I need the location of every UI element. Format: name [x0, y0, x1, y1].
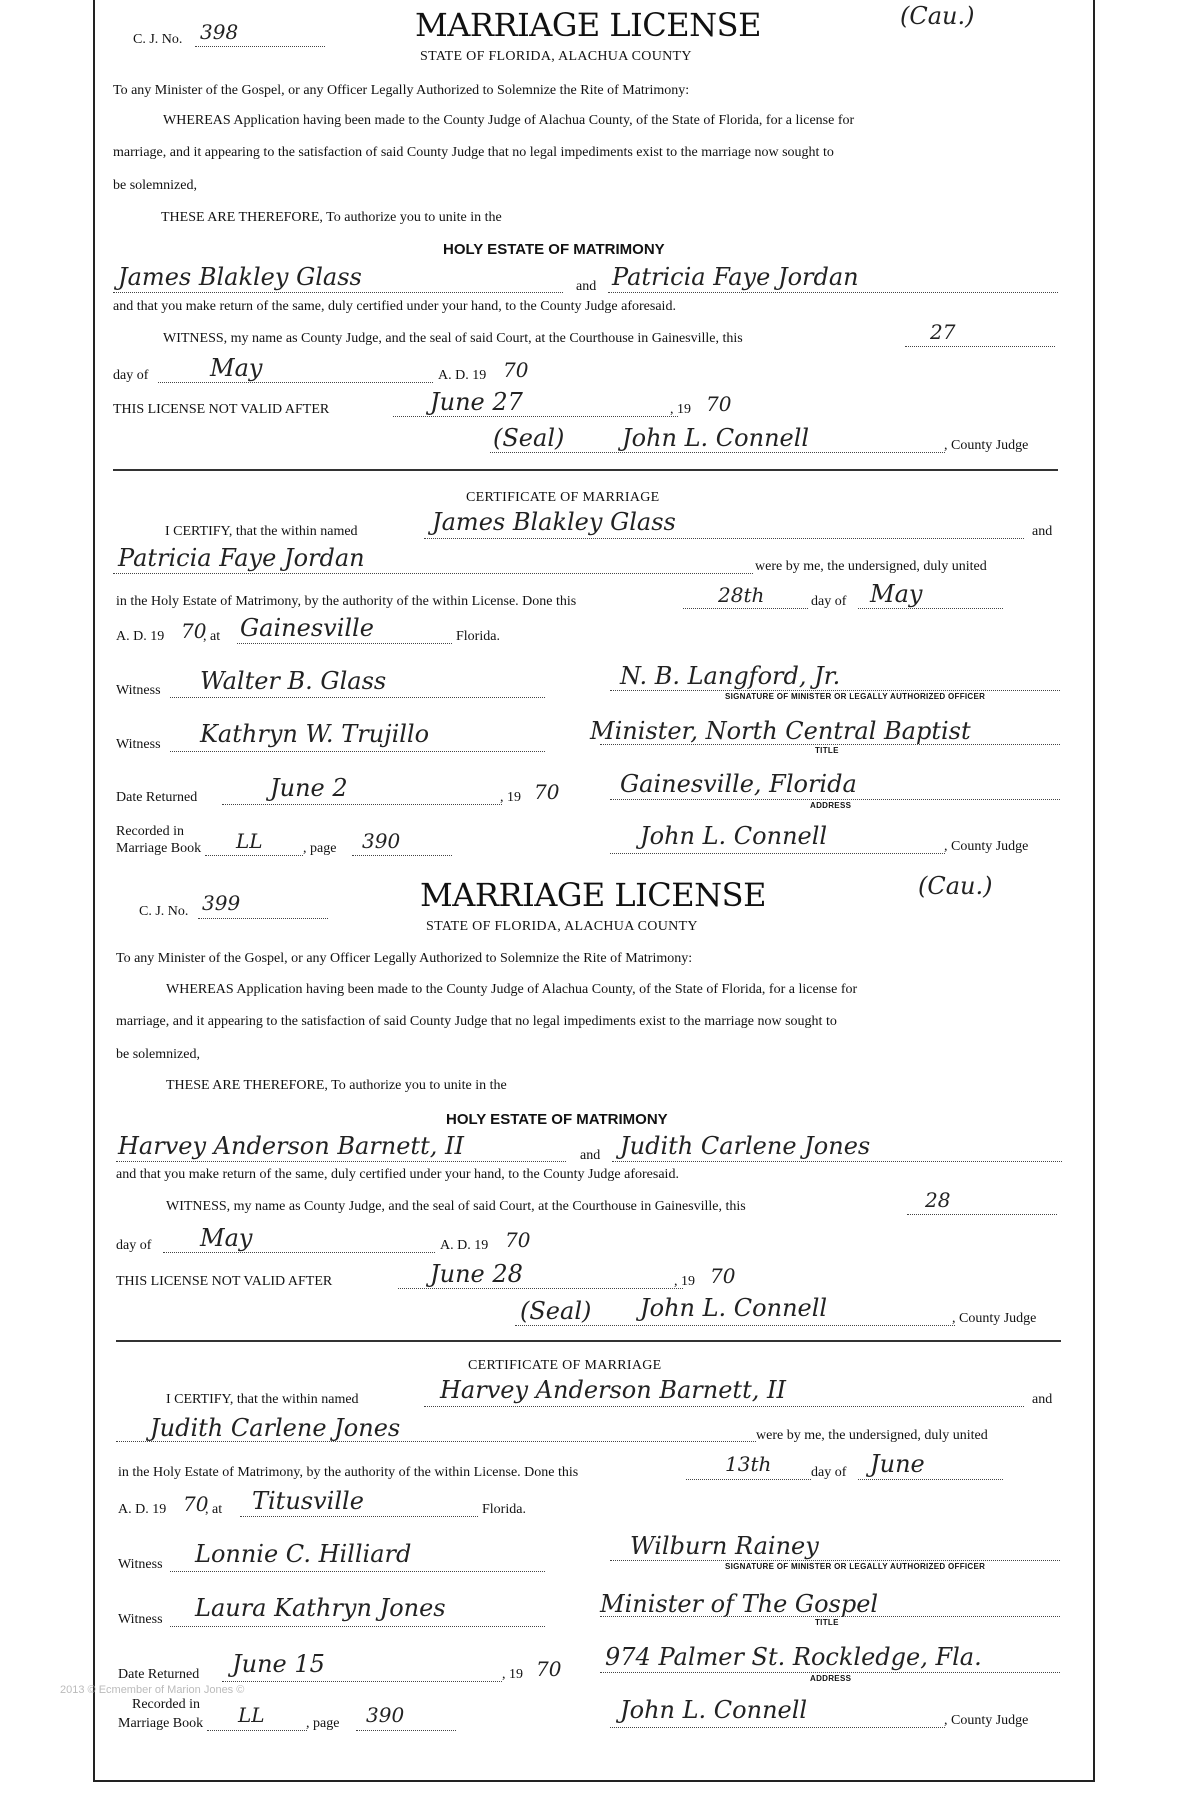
holy-estate-heading: HOLY ESTATE OF MATRIMONY	[446, 1111, 668, 1128]
certify-label: I CERTIFY, that the within named	[165, 524, 358, 539]
cj-number-label: C. J. No.	[133, 32, 183, 47]
marriage-book-label: Marriage Book	[118, 1716, 204, 1731]
cert-and-word: and	[1032, 1392, 1053, 1407]
witness-2-signature: Laura Kathryn Jones	[195, 1594, 446, 1622]
cert-florida-label: Florida.	[482, 1502, 526, 1517]
cert-groom-name: Harvey Anderson Barnett, II	[440, 1376, 786, 1404]
to-line: To any Minister of the Gospel, or any Officer Legally Authorized to Solemnize the Rite of Matrimony:	[113, 83, 690, 98]
cert-ad-label: A. D. 19	[116, 629, 165, 644]
done-month: May	[870, 580, 923, 608]
license-subtitle: STATE OF FLORIDA, ALACHUA COUNTY	[426, 919, 698, 934]
license-subtitle: STATE OF FLORIDA, ALACHUA COUNTY	[420, 49, 692, 64]
therefore-line: THESE ARE THEREFORE, To authorize you to unite in the	[161, 210, 502, 225]
cert-judge-signature: John L. Connell	[640, 822, 828, 850]
officer-signature: N. B. Langford, Jr.	[620, 662, 841, 690]
page-label: , page	[303, 841, 337, 856]
bride-name: Patricia Faye Jordan	[612, 263, 859, 291]
license-title: MARRIAGE LICENSE	[420, 876, 766, 914]
cert-florida-label: Florida.	[456, 629, 500, 644]
witness-2-label: Witness	[116, 737, 161, 752]
officer-title: Minister, North Central Baptist	[590, 717, 971, 745]
done-day: 28th	[718, 583, 765, 607]
section-divider	[116, 1340, 1061, 1342]
date-returned-year: 70	[534, 780, 560, 804]
copyright-watermark: 2013 © Ecmember of Marion Jones ©	[60, 1684, 245, 1696]
not-valid-year-label: , 19	[674, 1274, 695, 1289]
license-note: (Cau.)	[900, 2, 975, 30]
cj-number-value: 398	[200, 20, 239, 44]
book-value: LL	[238, 1703, 265, 1727]
signature-caption: SIGNATURE OF MINISTER OR LEGALLY AUTHORIZED OFFICER	[725, 1562, 986, 1571]
signature-caption: SIGNATURE OF MINISTER OR LEGALLY AUTHORIZED OFFICER	[725, 692, 986, 701]
marriage-book-label: Marriage Book	[116, 841, 202, 856]
license-title: MARRIAGE LICENSE	[415, 6, 761, 44]
seal-mark: (Seal)	[493, 424, 565, 452]
cert-ad-year: 70	[183, 1492, 209, 1516]
officer-title: Minister of The Gospel	[600, 1590, 879, 1618]
judge-signature: John L. Connell	[640, 1294, 828, 1322]
witness-1-label: Witness	[118, 1557, 163, 1572]
witness-1-signature: Lonnie C. Hilliard	[195, 1540, 412, 1568]
not-valid-year: 70	[710, 1264, 736, 1288]
whereas-line-2: marriage, and it appearing to the satisfaction of said County Judge that no legal impediments exist to the marriage now sought to	[116, 1014, 837, 1029]
not-valid-date: June 27	[430, 388, 523, 416]
return-line: and that you make return of the same, duly certified under your hand, to the County Judge aforesaid.	[116, 1167, 679, 1182]
witness-line: WITNESS, my name as County Judge, and the seal of said Court, at the Courthouse in Gainesville, this	[163, 331, 743, 346]
authority-label: in the Holy Estate of Matrimony, by the authority of the within License. Done this	[118, 1465, 579, 1480]
cert-and-word: and	[1032, 524, 1053, 539]
whereas-line-1: WHEREAS Application having been made to the County Judge of Alachua County, of the State of Florida, for a license for	[166, 982, 858, 997]
date-returned-value: June 2	[270, 774, 348, 802]
ad-label: A. D. 19	[440, 1238, 489, 1253]
cj-number-value: 399	[202, 891, 241, 915]
month-value: May	[200, 1224, 253, 1252]
title-caption: TITLE	[815, 746, 839, 755]
ad-year: 70	[505, 1228, 531, 1252]
license-note: (Cau.)	[918, 872, 993, 900]
officer-signature: Wilburn Rainey	[630, 1532, 819, 1560]
title-caption: TITLE	[815, 1618, 839, 1627]
section-divider	[113, 469, 1058, 471]
ad-year: 70	[503, 358, 529, 382]
witness-day: 27	[930, 320, 956, 344]
date-returned-year: 70	[536, 1657, 562, 1681]
cert-bride-name: Judith Carlene Jones	[150, 1414, 401, 1442]
cert-day-of-label: day of	[811, 1465, 847, 1480]
witness-2-label: Witness	[118, 1612, 163, 1627]
county-judge-label: , County Judge	[952, 1311, 1037, 1326]
done-day: 13th	[725, 1452, 772, 1476]
cert-place: Titusville	[252, 1487, 364, 1515]
witness-2-signature: Kathryn W. Trujillo	[200, 720, 430, 748]
cert-county-judge-label: , County Judge	[944, 839, 1029, 854]
recorded-label: Recorded in	[116, 824, 185, 839]
united-label: were by me, the undersigned, duly united	[755, 559, 987, 574]
day-of-label: day of	[116, 1238, 152, 1253]
certify-label: I CERTIFY, that the within named	[166, 1392, 359, 1407]
cert-place: Gainesville	[240, 614, 374, 642]
whereas-line-3: be solemnized,	[113, 178, 197, 193]
book-value: LL	[236, 829, 263, 853]
not-valid-year: 70	[706, 392, 732, 416]
groom-name: James Blakley Glass	[118, 263, 362, 291]
therefore-line: THESE ARE THEREFORE, To authorize you to unite in the	[166, 1078, 507, 1093]
officer-address: 974 Palmer St. Rockledge, Fla.	[605, 1643, 982, 1671]
cj-number-label: C. J. No.	[139, 904, 189, 919]
day-of-label: day of	[113, 368, 149, 383]
recorded-label: Recorded in	[132, 1697, 201, 1712]
address-caption: ADDRESS	[810, 1674, 852, 1683]
witness-line: WITNESS, my name as County Judge, and the seal of said Court, at the Courthouse in Gainesville, this	[166, 1199, 746, 1214]
authority-label: in the Holy Estate of Matrimony, by the authority of the within License. Done this	[116, 594, 577, 609]
cert-at-label: , at	[203, 629, 221, 644]
county-judge-label: , County Judge	[944, 438, 1029, 453]
cert-day-of-label: day of	[811, 594, 847, 609]
date-returned-label: Date Returned	[116, 790, 198, 805]
judge-signature: John L. Connell	[622, 424, 810, 452]
ad-label: A. D. 19	[438, 368, 487, 383]
not-valid-label: THIS LICENSE NOT VALID AFTER	[113, 402, 330, 417]
cert-groom-name: James Blakley Glass	[432, 508, 676, 536]
holy-estate-heading: HOLY ESTATE OF MATRIMONY	[443, 241, 665, 258]
whereas-line-1: WHEREAS Application having been made to the County Judge of Alachua County, of the State of Florida, for a license for	[163, 113, 855, 128]
date-returned-year-label: , 19	[502, 1667, 523, 1682]
seal-mark: (Seal)	[520, 1297, 592, 1325]
page-label: , page	[306, 1716, 340, 1731]
page-value: 390	[362, 829, 401, 853]
date-returned-label: Date Returned	[118, 1667, 200, 1682]
and-word: and	[580, 1148, 601, 1163]
witness-day: 28	[925, 1188, 951, 1212]
cert-at-label: , at	[205, 1502, 223, 1517]
cert-bride-name: Patricia Faye Jordan	[118, 544, 365, 572]
certificate-heading: CERTIFICATE OF MARRIAGE	[466, 490, 660, 505]
whereas-line-3: be solemnized,	[116, 1047, 200, 1062]
not-valid-date: June 28	[430, 1260, 523, 1288]
cert-ad-year: 70	[181, 619, 207, 643]
bride-name: Judith Carlene Jones	[620, 1132, 871, 1160]
witness-1-label: Witness	[116, 683, 161, 698]
month-value: May	[210, 354, 263, 382]
and-word: and	[576, 279, 597, 294]
whereas-line-2: marriage, and it appearing to the satisfaction of said County Judge that no legal impediments exist to the marriage now sought to	[113, 145, 834, 160]
not-valid-year-label: , 19	[670, 402, 691, 417]
to-line: To any Minister of the Gospel, or any Officer Legally Authorized to Solemnize the Rite of Matrimony:	[116, 951, 693, 966]
return-line: and that you make return of the same, duly certified under your hand, to the County Judge aforesaid.	[113, 299, 676, 314]
page-value: 390	[366, 1703, 405, 1727]
united-label: were by me, the undersigned, duly united	[756, 1428, 988, 1443]
not-valid-label: THIS LICENSE NOT VALID AFTER	[116, 1274, 333, 1289]
done-month: June	[870, 1450, 925, 1478]
witness-1-signature: Walter B. Glass	[200, 667, 387, 695]
officer-address: Gainesville, Florida	[620, 770, 857, 798]
cert-county-judge-label: , County Judge	[944, 1713, 1029, 1728]
groom-name: Harvey Anderson Barnett, II	[118, 1132, 464, 1160]
date-returned-year-label: , 19	[500, 790, 521, 805]
date-returned-value: June 15	[232, 1650, 325, 1678]
address-caption: ADDRESS	[810, 801, 852, 810]
cert-ad-label: A. D. 19	[118, 1502, 167, 1517]
certificate-heading: CERTIFICATE OF MARRIAGE	[468, 1358, 662, 1373]
cert-judge-signature: John L. Connell	[620, 1696, 808, 1724]
